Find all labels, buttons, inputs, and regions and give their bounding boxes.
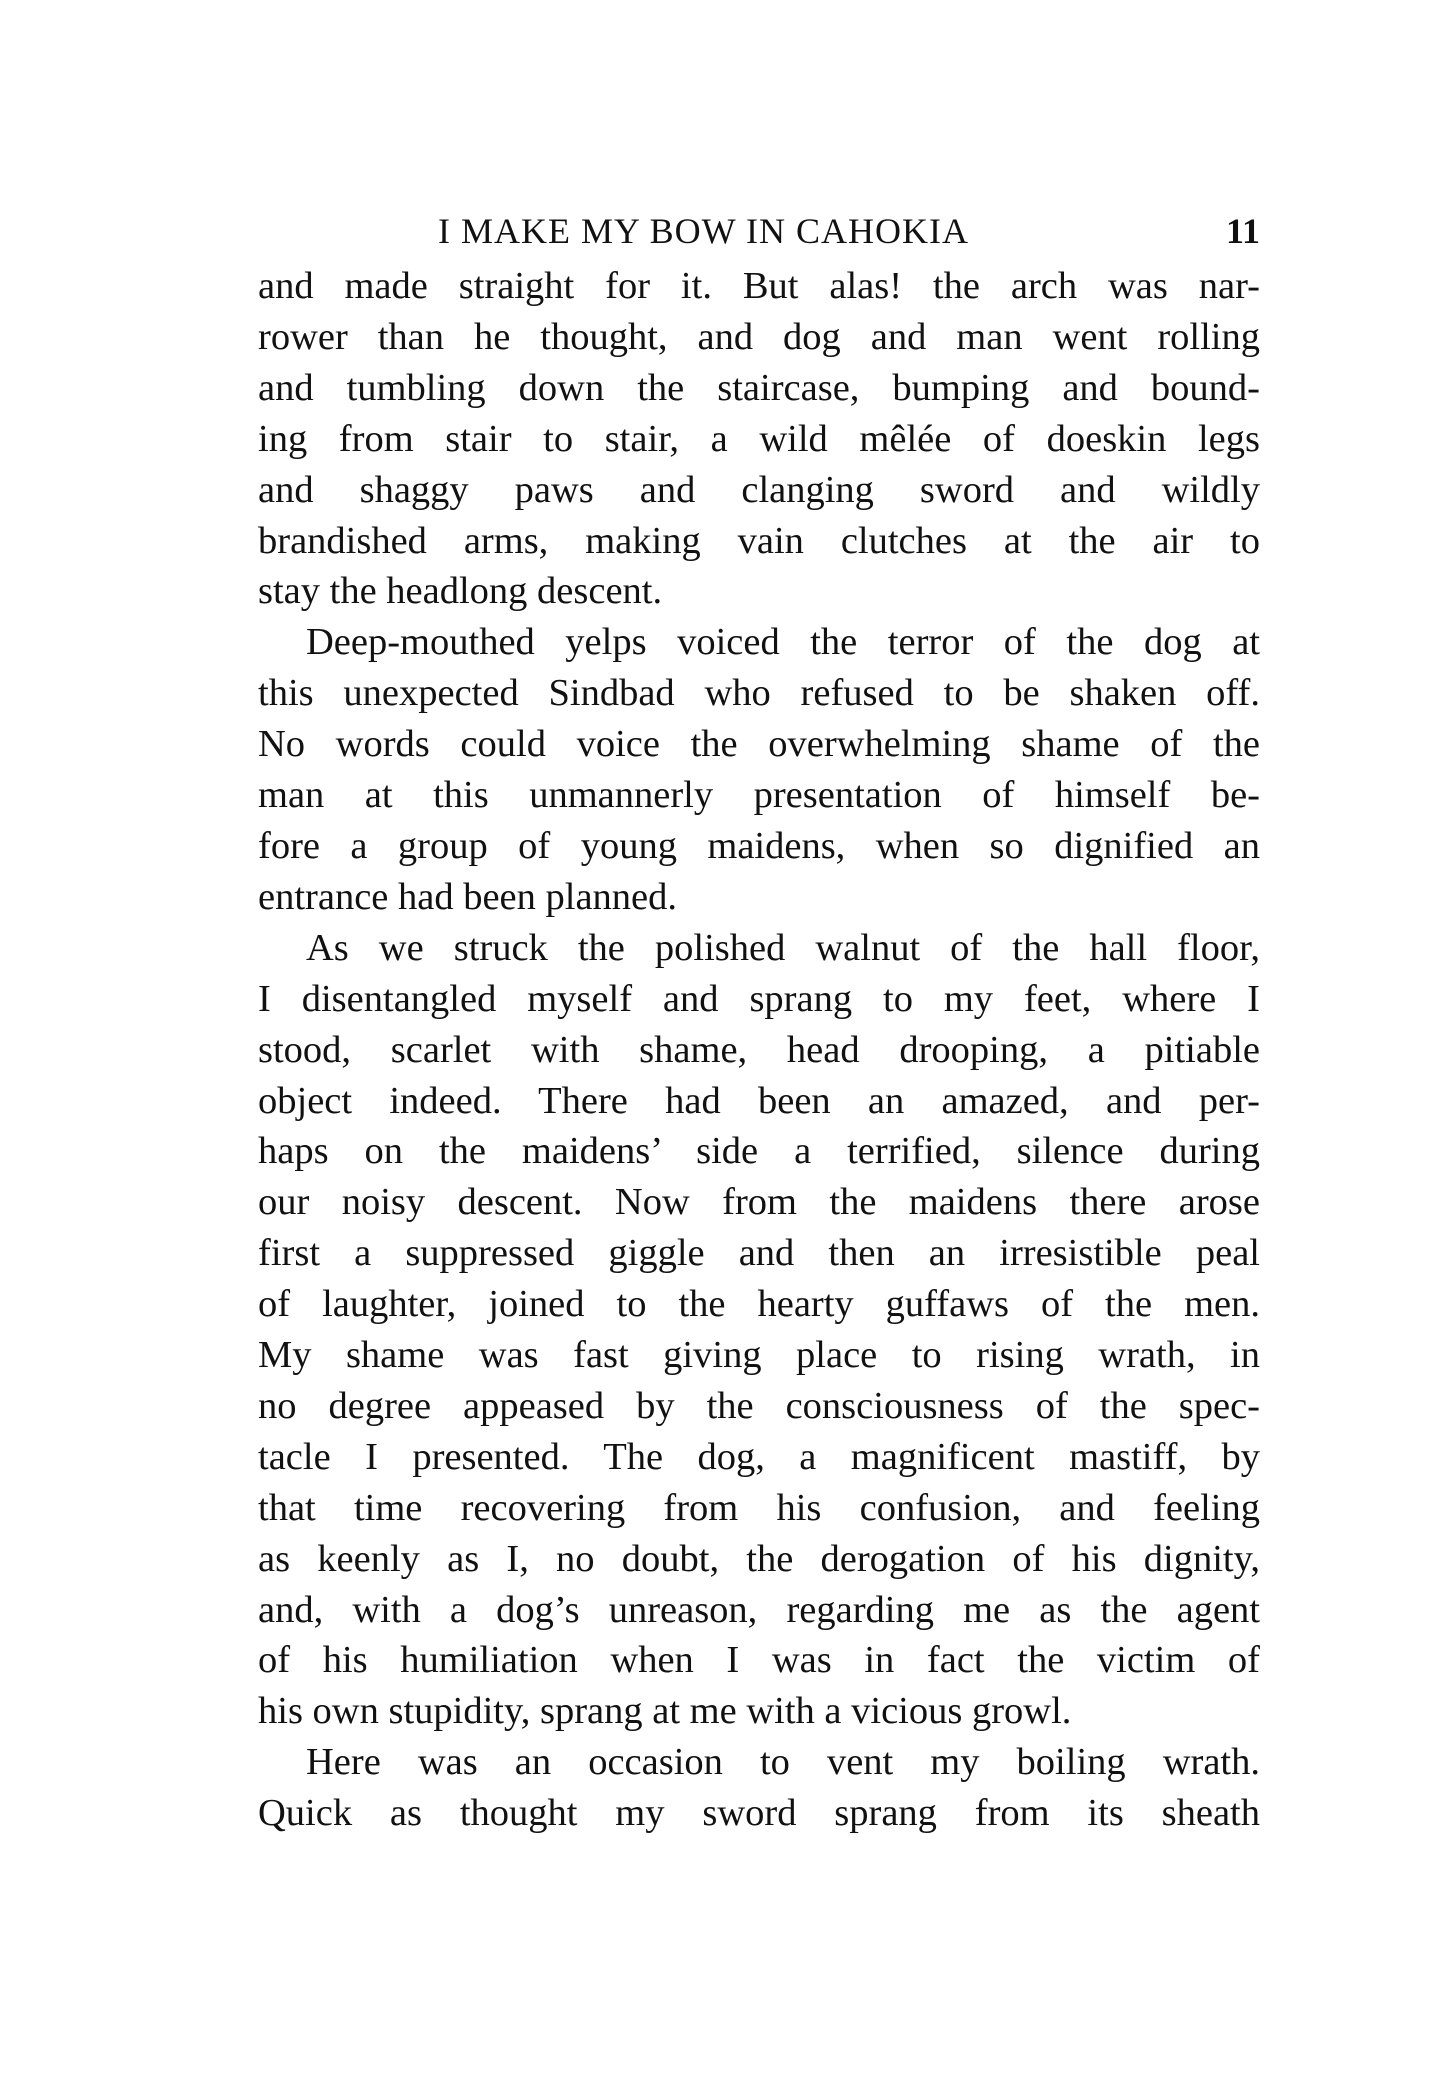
page-number: 11 xyxy=(1225,211,1260,251)
text-line: this unexpected Sindbad who refused to be shaken off. xyxy=(258,672,1260,715)
text-line: as keenly as I, no doubt, the derogation of his dignity, xyxy=(258,1537,1260,1580)
text-line: ing from stair to stair, a wild mêlée of doeskin legs xyxy=(258,417,1260,460)
text-line: rower than he thought, and dog and man went rolling xyxy=(258,315,1260,358)
text-line: My shame was fast giving place to rising wrath, in xyxy=(258,1334,1260,1377)
text-line: stay the headlong descent. xyxy=(258,570,663,613)
text-line: stood, scarlet with shame, head drooping, a pitiable xyxy=(258,1028,1260,1071)
text-line: and tumbling down the staircase, bumping and bound- xyxy=(258,366,1260,409)
text-line: As we struck the polished walnut of the hall floor, xyxy=(306,926,1260,969)
text-line: that time recovering from his confusion, and feeling xyxy=(258,1486,1260,1529)
text-line: fore a group of young maidens, when so dignified an xyxy=(258,824,1260,867)
text-line: no degree appeased by the consciousness of the spec- xyxy=(258,1384,1260,1427)
text-line: I disentangled myself and sprang to my feet, where I xyxy=(258,977,1260,1020)
text-line: Quick as thought my sword sprang from its sheath xyxy=(258,1792,1260,1835)
paragraph xyxy=(258,1737,1260,1839)
text-line: his own stupidity, sprang at me with a vicious growl. xyxy=(258,1690,1072,1733)
text-line: and shaggy paws and clanging sword and wildly xyxy=(258,468,1260,511)
paragraph xyxy=(258,261,1260,617)
text-line: tacle I presented. The dog, a magnificent mastiff, by xyxy=(258,1435,1260,1478)
paragraph xyxy=(258,617,1260,922)
text-line: brandished arms, making vain clutches at the air to xyxy=(258,519,1260,562)
text-line: of laughter, joined to the hearty guffaws of the men. xyxy=(258,1283,1260,1326)
text-line: Deep-mouthed yelps voiced the terror of the dog at xyxy=(306,621,1260,664)
text-line: and, with a dog’s unreason, regarding me as the agent xyxy=(258,1588,1260,1631)
text-line: Here was an occasion to vent my boiling wrath. xyxy=(306,1741,1260,1784)
text-line: object indeed. There had been an amazed, and per- xyxy=(258,1079,1260,1122)
text-line: entrance had been planned. xyxy=(258,875,678,918)
text-line: haps on the maidens’ side a terrified, silence during xyxy=(258,1130,1260,1173)
body-text xyxy=(258,261,1260,1839)
text-line: first a suppressed giggle and then an irresistible peal xyxy=(258,1232,1260,1275)
text-line: No words could voice the overwhelming shame of the xyxy=(258,723,1260,766)
text-line: man at this unmannerly presentation of himself be- xyxy=(258,774,1260,817)
text-line: and made straight for it. But alas! the arch was nar- xyxy=(258,265,1260,307)
text-line: our noisy descent. Now from the maidens there arose xyxy=(258,1181,1260,1224)
paragraph xyxy=(258,923,1260,1738)
running-title: I MAKE MY BOW IN CAHOKIA xyxy=(438,211,969,251)
text-line: of his humiliation when I was in fact the victim of xyxy=(258,1639,1260,1682)
running-header xyxy=(258,206,1260,256)
